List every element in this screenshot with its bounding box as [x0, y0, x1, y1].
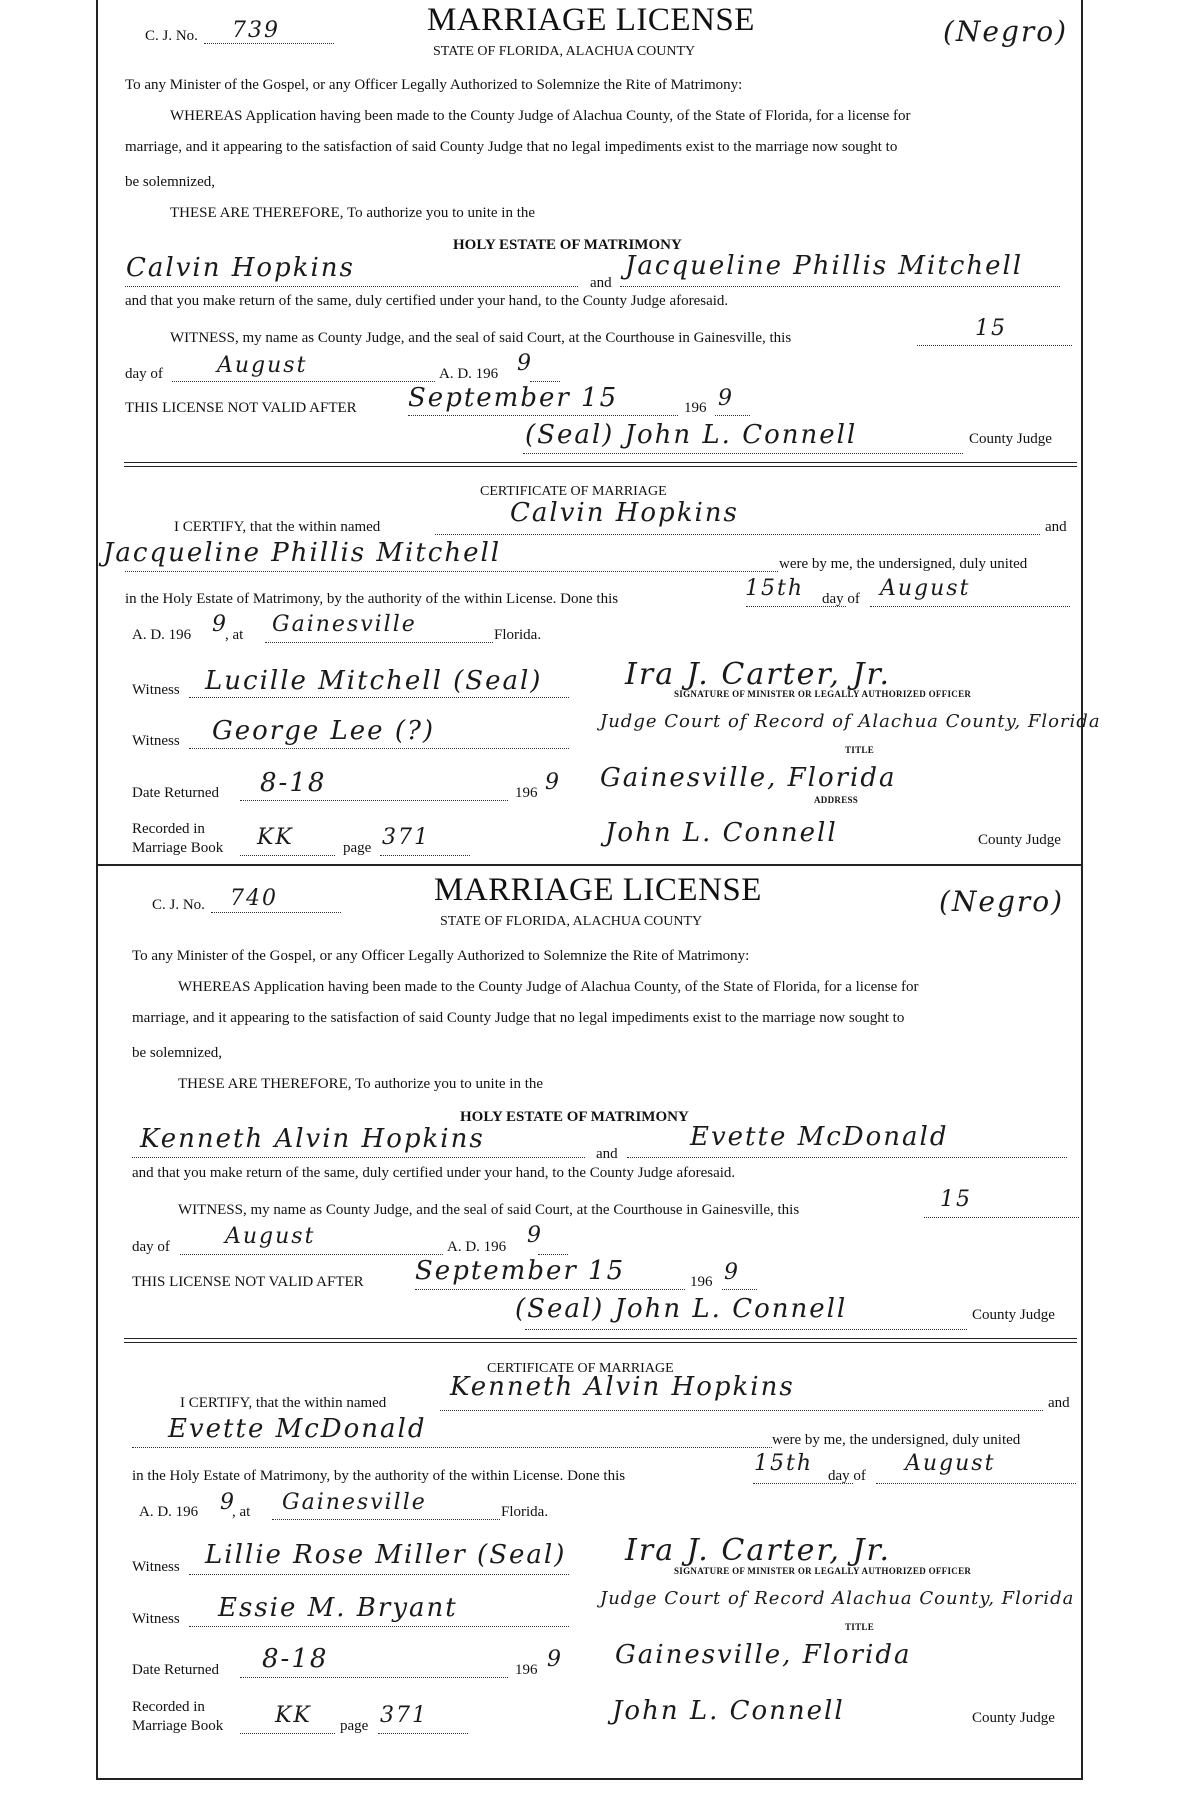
year-prefix: 196	[684, 400, 707, 416]
judge-sig-line	[523, 453, 963, 454]
cert-month: August	[905, 1451, 996, 1476]
certificate-title: CERTIFICATE OF MARRIAGE	[480, 484, 667, 499]
groom-name: Calvin Hopkins	[126, 253, 355, 283]
year-line	[715, 415, 750, 416]
united-text: were by me, the undersigned, duly united	[779, 556, 1028, 572]
cj-label: C. J. No.	[152, 897, 205, 913]
holy-estate-text: in the Holy Estate of Matrimony, by the authority of the within License. Done this	[125, 591, 619, 607]
month-line	[172, 381, 435, 382]
license-subtitle: STATE OF FLORIDA, ALACHUA COUNTY	[433, 44, 696, 59]
witness-text: WITNESS, my name as County Judge, and the seal of said Court, at the Courthouse in Gainesville, this	[170, 330, 792, 346]
place: Gainesville	[282, 1490, 427, 1515]
return-text: and that you make return of the same, duly certified under your hand, to the County Judge aforesaid.	[125, 293, 729, 309]
returned-year: 9	[545, 770, 561, 795]
cert-ad: A. D. 196	[132, 627, 192, 643]
year-prefix: 196	[690, 1274, 713, 1290]
cert-groom: Calvin Hopkins	[510, 498, 739, 528]
date-returned: 8-18	[260, 768, 327, 798]
title-label: TITLE	[845, 745, 875, 755]
cj-no-line	[204, 43, 334, 44]
month: August	[217, 353, 308, 378]
bride-name: Jacqueline Phillis Mitchell	[625, 251, 1024, 281]
place-line	[265, 642, 493, 643]
florida-text: Florida.	[501, 1504, 549, 1520]
bride-name: Evette McDonald	[690, 1122, 949, 1152]
witness-2-signature: George Lee (?)	[212, 716, 436, 746]
recorded-in-label: Recorded in	[132, 1699, 205, 1715]
cert-bride-line	[125, 571, 778, 572]
recorded-in-label: Recorded in	[132, 821, 205, 837]
ad-prefix: A. D. 196	[447, 1239, 507, 1255]
cert-ad: A. D. 196	[139, 1504, 199, 1520]
race-note: (Negro)	[943, 15, 1069, 48]
cert-groom: Kenneth Alvin Hopkins	[450, 1372, 795, 1402]
address-label: ADDRESS	[814, 795, 859, 805]
book: KK	[257, 825, 294, 850]
cj-label: C. J. No.	[145, 28, 198, 44]
judge-sig-line	[525, 1329, 967, 1330]
cert-day-of: day of	[828, 1468, 866, 1484]
witness-2-label: Witness	[132, 733, 180, 749]
license-section-2	[0, 868, 1200, 1778]
county-judge-label: County Judge	[972, 1307, 1055, 1323]
officer-title: Judge Court of Record of Alachua County, Florida	[600, 711, 1101, 732]
salutation: To any Minister of the Gospel, or any Officer Legally Authorized to Solemnize the Rite of Matrimony:	[132, 948, 750, 964]
united-text: were by me, the undersigned, duly united	[772, 1432, 1021, 1448]
page-line	[380, 855, 470, 856]
cert-groom-line	[440, 1410, 1043, 1411]
officer-signature: Ira J. Carter, Jr.	[625, 657, 892, 692]
license-title: MARRIAGE LICENSE	[434, 872, 762, 908]
witness-day-line	[924, 1217, 1079, 1218]
not-valid-label: THIS LICENSE NOT VALID AFTER	[125, 400, 357, 416]
page-label: page	[340, 1718, 369, 1734]
date-returned-line	[240, 800, 508, 801]
cert-bride: Jacqueline Phillis Mitchell	[103, 538, 502, 568]
page-line	[378, 1733, 468, 1734]
day-of-label: day of	[132, 1239, 170, 1255]
whereas-line-1: WHEREAS Application having been made to the County Judge of Alachua County, of the State of Florida, for a license for	[170, 108, 911, 124]
cert-day-of: day of	[822, 591, 860, 607]
certify-text: I CERTIFY, that the within named	[174, 519, 381, 535]
salutation: To any Minister of the Gospel, or any Officer Legally Authorized to Solemnize the Rite of Matrimony:	[125, 77, 743, 93]
year-digit: 9	[718, 386, 734, 411]
cert-and: and	[1045, 519, 1067, 535]
cert-month-line	[870, 606, 1070, 607]
judge-signature: (Seal) John L. Connell	[515, 1294, 848, 1324]
year-line	[722, 1289, 757, 1290]
section-divider	[124, 1338, 1077, 1343]
cert-bride: Evette McDonald	[168, 1414, 427, 1444]
date-returned-label: Date Returned	[132, 785, 220, 801]
final-judge-signature: John L. Connell	[605, 818, 838, 848]
witness-day-line	[917, 345, 1072, 346]
witness-1-label: Witness	[132, 682, 180, 698]
holy-estate-text: in the Holy Estate of Matrimony, by the authority of the within License. Done this	[132, 1468, 626, 1484]
witness-1-signature: Lucille Mitchell (Seal)	[205, 666, 543, 696]
and-word: and	[590, 275, 612, 291]
title-label: TITLE	[845, 1622, 875, 1632]
page-number: 371	[380, 1703, 428, 1728]
witness-2-signature: Essie M. Bryant	[218, 1593, 458, 1623]
cert-year: 9	[212, 612, 228, 637]
not-valid-label: THIS LICENSE NOT VALID AFTER	[132, 1274, 364, 1290]
officer-label: SIGNATURE OF MINISTER OR LEGALLY AUTHORIZED OFFICER	[674, 689, 972, 699]
not-valid-date: September 15	[415, 1256, 626, 1286]
cert-and: and	[1048, 1395, 1070, 1411]
cert-year: 9	[220, 1490, 236, 1515]
officer-title: Judge Court of Record Alachua County, Florida	[600, 1588, 1075, 1609]
therefore-text: THESE ARE THEREFORE, To authorize you to unite in the	[170, 205, 536, 221]
not-valid-date: September 15	[408, 383, 619, 413]
license-section-1	[0, 0, 1200, 870]
license-subtitle: STATE OF FLORIDA, ALACHUA COUNTY	[440, 914, 703, 929]
ad-year-line	[530, 381, 560, 382]
holy-estate-heading: HOLY ESTATE OF MATRIMONY	[460, 1109, 689, 1125]
date-returned: 8-18	[262, 1644, 329, 1674]
cert-groom-line	[435, 534, 1040, 535]
ad-year: 9	[517, 351, 533, 376]
witness-day: 15	[975, 316, 1007, 341]
cert-month-line	[876, 1483, 1076, 1484]
groom-line	[125, 286, 578, 287]
witness-1-label: Witness	[132, 1559, 180, 1575]
returned-year: 9	[547, 1647, 563, 1672]
whereas-line-1: WHEREAS Application having been made to the County Judge of Alachua County, of the State of Florida, for a license for	[178, 979, 919, 995]
whereas-line-2: marriage, and it appearing to the satisfaction of said County Judge that no legal impediments exist to the marriage now sought to	[132, 1010, 905, 1026]
witness-2-line	[189, 748, 569, 749]
certify-text: I CERTIFY, that the within named	[180, 1395, 387, 1411]
witness-day: 15	[940, 1187, 972, 1212]
address: Gainesville, Florida	[615, 1640, 912, 1670]
cert-month: August	[880, 576, 971, 601]
certificate-title: CERTIFICATE OF MARRIAGE	[487, 1361, 674, 1376]
marriage-book-label: Marriage Book	[132, 1718, 224, 1734]
officer-label: SIGNATURE OF MINISTER OR LEGALLY AUTHORIZED OFFICER	[674, 1566, 972, 1576]
month-line	[180, 1254, 443, 1255]
final-judge-signature: John L. Connell	[612, 1696, 845, 1726]
whereas-line-2: marriage, and it appearing to the satisfaction of said County Judge that no legal impediments exist to the marriage now sought to	[125, 139, 898, 155]
bride-line	[620, 286, 1060, 287]
judge-signature: (Seal) John L. Connell	[525, 420, 858, 450]
done-day: 15th	[754, 1451, 814, 1476]
returned-year-prefix: 196	[515, 785, 538, 801]
final-county-judge: County Judge	[972, 1710, 1055, 1726]
whereas-line-3: be solemnized,	[125, 174, 215, 190]
witness-1-line	[189, 697, 569, 698]
whereas-line-3: be solemnized,	[132, 1045, 222, 1061]
florida-text: Florida.	[494, 627, 542, 643]
license-title: MARRIAGE LICENSE	[427, 2, 755, 38]
ad-year-line	[538, 1254, 568, 1255]
book: KK	[275, 1703, 312, 1728]
witness-1-line	[189, 1574, 569, 1575]
final-county-judge: County Judge	[978, 832, 1061, 848]
return-text: and that you make return of the same, duly certified under your hand, to the County Judge aforesaid.	[132, 1165, 736, 1181]
race-note: (Negro)	[939, 885, 1065, 918]
place-line	[272, 1519, 500, 1520]
cj-number: 739	[232, 18, 280, 43]
ad-year: 9	[527, 1223, 543, 1248]
date-returned-label: Date Returned	[132, 1662, 220, 1678]
month: August	[225, 1224, 316, 1249]
marriage-book-label: Marriage Book	[132, 840, 224, 856]
therefore-text: THESE ARE THEREFORE, To authorize you to unite in the	[178, 1076, 544, 1092]
cj-number: 740	[230, 886, 278, 911]
ad-prefix: A. D. 196	[439, 366, 499, 382]
returned-year-prefix: 196	[515, 1662, 538, 1678]
place: Gainesville	[272, 612, 417, 637]
page-number: 371	[382, 825, 430, 850]
not-valid-line	[408, 415, 678, 416]
and-word: and	[596, 1146, 618, 1162]
at-text: , at	[232, 1504, 251, 1520]
done-day: 15th	[745, 576, 805, 601]
witness-1-signature: Lillie Rose Miller (Seal)	[205, 1540, 567, 1570]
address: Gainesville, Florida	[600, 763, 897, 793]
witness-text: WITNESS, my name as County Judge, and the seal of said Court, at the Courthouse in Gainesville, this	[178, 1202, 800, 1218]
year-digit: 9	[724, 1260, 740, 1285]
holy-estate-heading: HOLY ESTATE OF MATRIMONY	[453, 237, 682, 253]
not-valid-line	[415, 1289, 685, 1290]
license-separator	[96, 864, 1081, 866]
county-judge-label: County Judge	[969, 431, 1052, 447]
groom-name: Kenneth Alvin Hopkins	[140, 1124, 485, 1154]
witness-2-line	[189, 1626, 569, 1627]
at-text: , at	[225, 627, 244, 643]
page-label: page	[343, 840, 372, 856]
section-divider	[124, 462, 1077, 467]
date-returned-line	[240, 1677, 508, 1678]
book-line	[240, 1733, 335, 1734]
groom-line	[132, 1157, 585, 1158]
officer-signature: Ira J. Carter, Jr.	[625, 1533, 892, 1568]
bride-line	[627, 1157, 1067, 1158]
day-of-label: day of	[125, 366, 163, 382]
witness-2-label: Witness	[132, 1611, 180, 1627]
cj-no-line	[211, 912, 341, 913]
book-line	[240, 855, 335, 856]
cert-bride-line	[132, 1447, 772, 1448]
